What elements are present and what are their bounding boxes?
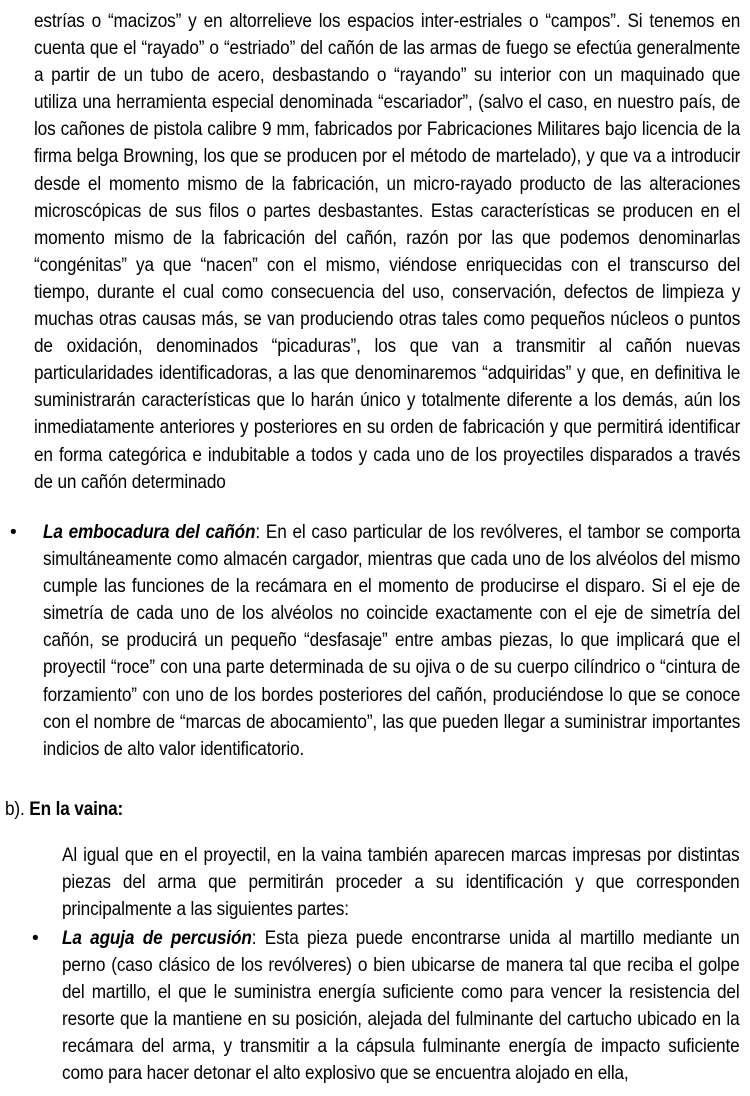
list-item-embocadura-body: : En el caso particular de los revólveres, el tambor se comporta simultáneamente como almacén cargador, mientras que cada uno de los alvéolos del mismo cumple las funciones de la recámara en el momento de producirse el disparo. Si el eje de simetría de cada uno de los alvéolos no coincide exactamente con el eje de simetría del cañón, se producirá un pequeño “desfasaje” entre ambas piezas, lo que implicará que el proyectil “roce” con una parte determinada de su ojiva o de su cuerpo cilíndrico o “cintura de forzamiento” con uno de los bordes posteriores del cañón, produciéndose lo que se conoce con el nombre de “marcas de abocamiento”, las que pueden llegar a suministrar importantes indicios de alto valor identificatorio. [43, 522, 741, 760]
body-paragraph-projectile-rifling: estrías o “macizos” y en altorrelieve los espacios inter-estriales o “campos”. Si tenemos en cuenta que el “rayado” o “estriado” del cañón de las armas de fuego se efectúa generalmente a partir de un tubo de acero, desbastando o “rayando” su interior con un maquinado que utiliza una herramienta especial denominada “escariador”, (salvo el caso, en nuestro país, de los cañones de pistola calibre 9 mm, fabricados por Fabricaciones Militares bajo licencia de la firma belga Browning, los que se producen por el método de martelado), y que va a introducir desde el momento mismo de la fabricación, un micro-rayado producto de las alteraciones microscópicas de sus filos o partes desbastantes. Estas características se producen en el momento mismo de la fabricación del cañón, razón por las que podemos denominarlas “congénitas” ya que “nacen” con el mismo, viéndose enriquecidas con el transcurso del tiempo, durante el cual como consecuencia del uso, conservación, defectos de limpieza y muchas otras causas más, se van produciendo otras tales como pequeños núcleos o puntos de oxidación, denominados “picaduras”, los que van a transmitir al cañón nuevas particularidades identificadoras, a las que denominaremos “adquiridas” y que, en definitiva le suministrarán características que lo harán único y totalmente diferente a los demás, aún los inmediatamente anteriores y posteriores en su orden de fabricación y que permitirá identificar en forma categórica e indubitable a todos y cada uno de los proyectiles disparados a través de un cañón determinado [34, 11, 741, 493]
bullet-dot-icon: • [10, 522, 17, 543]
section-heading-label: b). [5, 799, 30, 820]
list-item-embocadura-lead-in: La embocadura del cañón [43, 522, 256, 543]
section-heading-title: En la vaina: [29, 799, 124, 820]
bullet-dot-icon: • [32, 928, 39, 949]
list-item-aguja-percusion-body: : Esta pieza puede encontrarse unida al martillo mediante un perno (caso clásico de los revólveres) o bien ubicarse de manera tal que reciba el golpe del martillo, el que le suministra energía suficiente como para vencer la resistencia del resorte que la mantiene en su posición, alejada del fulminante del cartucho ubicado en la recámara del arma, y transmitir a la cápsula fulminante energía de impacto suficiente como para hacer detonar el alto explosivo que se encuentra alojado en ella, [62, 928, 740, 1085]
section-heading-en-la-vaina [5, 796, 123, 823]
list-item-aguja-percusion-text [62, 925, 740, 1088]
list-item-embocadura-text [43, 519, 740, 763]
section-b-intro-paragraph: Al igual que en el proyectil, en la vaina también aparecen marcas impresas por distintas piezas del arma que permitirán proceder a su identificación y que corresponden principalmente a las siguientes partes: [62, 845, 740, 921]
list-item-aguja-percusion-lead-in: La aguja de percusión [62, 928, 252, 949]
